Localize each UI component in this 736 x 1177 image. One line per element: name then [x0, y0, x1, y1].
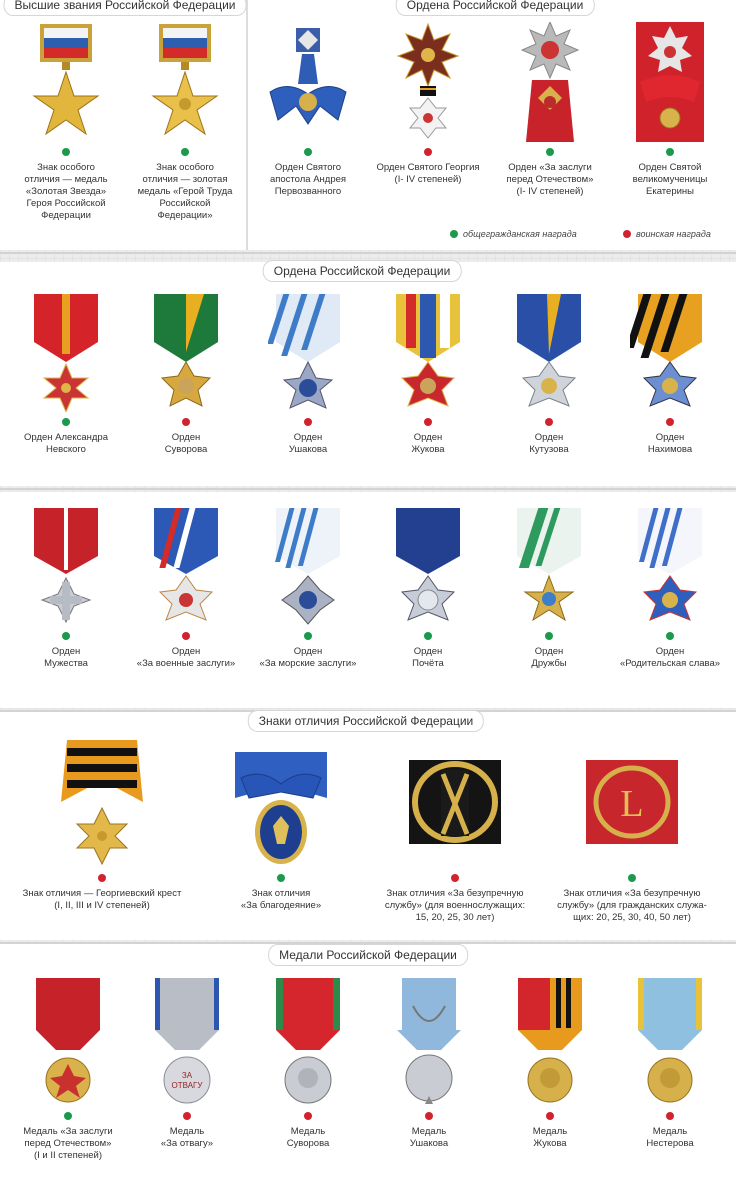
suvorov-order-image — [146, 292, 226, 412]
award-caption: Орден Мужества — [44, 646, 88, 669]
award-item — [489, 506, 609, 670]
dot-civil — [304, 632, 312, 640]
dot-military — [451, 874, 459, 882]
award-item — [126, 506, 246, 670]
award-item — [248, 22, 368, 198]
st-catherine-order-image — [630, 22, 710, 142]
legend-military-dot — [623, 230, 631, 238]
section-title-orders-top: Ордена Российской Федерации — [396, 0, 595, 16]
military-merit-order-image — [146, 506, 226, 626]
award-item — [12, 738, 192, 912]
award-caption: Орден Кутузова — [529, 432, 569, 455]
dot-military — [666, 418, 674, 426]
nevsky-order-image — [26, 292, 106, 412]
dot-civil — [62, 632, 70, 640]
dot-civil — [666, 148, 674, 156]
dot-civil — [424, 632, 432, 640]
dot-military — [424, 418, 432, 426]
honour-order-image — [388, 506, 468, 626]
dot-civil — [628, 874, 636, 882]
award-item — [610, 22, 730, 198]
dot-military — [545, 418, 553, 426]
ushakov-order-image — [268, 292, 348, 412]
st-andrew-order-image — [268, 22, 348, 142]
military-service-badge-image — [407, 758, 503, 868]
dot-military — [546, 1112, 554, 1120]
award-caption: Орден Жукова — [411, 432, 445, 455]
bravery-medal-image — [147, 976, 227, 1106]
award-item — [6, 22, 126, 222]
award-item — [489, 292, 609, 456]
award-caption: Орден Святого Георгия (I- IV степеней) — [376, 162, 480, 185]
dot-military — [304, 1112, 312, 1120]
award-caption: Орден Святой великомученицы Екатерины — [632, 162, 708, 197]
award-caption: Знак особого отличия — медаль «Золотая Звезда» Героя Российской Федерации — [24, 162, 108, 221]
friendship-order-image — [509, 506, 589, 626]
award-item — [610, 976, 730, 1150]
award-caption: Орден Святого апостола Андрея Первозванного — [269, 162, 347, 197]
bravery-medal-inscription: ОТВАГУ — [171, 1081, 203, 1090]
award-caption: Орден «За военные заслуги» — [136, 646, 236, 669]
award-caption: Орден Суворова — [164, 432, 208, 455]
award-caption: Знак отличия «За благодеяние» — [240, 888, 322, 911]
dot-military — [304, 418, 312, 426]
dot-military — [98, 874, 106, 882]
award-caption: Орден «За заслуги перед Отечеством» (I- IV степеней) — [506, 162, 594, 197]
dot-civil — [64, 1112, 72, 1120]
award-item — [126, 292, 246, 456]
legend-civil-label: общегражданская награда — [463, 229, 577, 239]
award-caption: Медаль Суворова — [286, 1126, 330, 1149]
award-item — [201, 748, 361, 912]
award-item — [368, 22, 488, 186]
award-item — [368, 292, 488, 456]
nesterov-medal-image — [630, 976, 710, 1106]
dot-civil — [546, 148, 554, 156]
award-caption: Медаль «За отвагу» — [160, 1126, 214, 1149]
dot-civil — [304, 148, 312, 156]
courage-order-image — [26, 506, 106, 626]
labour-hero-medal-image — [145, 22, 225, 142]
award-caption: Орден «Родительская слава» — [619, 646, 721, 669]
merit-fatherland-medal-image — [28, 976, 108, 1106]
section-title-distinctions: Знаки отличия Российской Федерации — [248, 710, 484, 732]
dot-civil — [545, 632, 553, 640]
legend-military-label: воинская награда — [636, 229, 711, 239]
award-item — [127, 976, 247, 1150]
award-item — [368, 506, 488, 670]
award-caption: Медаль Нестерова — [646, 1126, 694, 1149]
award-caption: Знак отличия «За безупречную службу» (для военнослужащих: 15, 20, 25, 30 лет) — [384, 888, 526, 923]
award-item — [125, 22, 245, 222]
award-item — [248, 292, 368, 456]
dot-military — [182, 632, 190, 640]
section-title-orders: Ордена Российской Федерации — [263, 260, 462, 282]
dot-civil — [62, 418, 70, 426]
charity-badge-image — [231, 748, 331, 868]
section-title-medals: Медали Российской Федерации — [268, 944, 468, 966]
naval-merit-order-image — [268, 506, 348, 626]
dot-civil — [181, 148, 189, 156]
ushakov-medal-image — [389, 976, 469, 1106]
award-caption: Орден Александра Невского — [24, 432, 108, 455]
award-caption: Медаль «За заслуги перед Отечеством» (I и II степеней) — [23, 1126, 113, 1161]
award-caption: Орден Почёта — [412, 646, 444, 669]
award-caption: Знак особого отличия — золотая медаль «Герой Труда Российской Федерации» — [137, 162, 233, 221]
suvorov-medal-image — [268, 976, 348, 1106]
bravery-medal-inscription: ЗА — [181, 1071, 193, 1080]
award-item — [547, 758, 717, 924]
award-item — [490, 22, 610, 198]
st-george-order-image — [388, 22, 468, 142]
legend-civil — [450, 229, 577, 239]
dot-military — [182, 418, 190, 426]
award-caption: Орден Дружбы — [531, 646, 567, 669]
dot-military — [425, 1112, 433, 1120]
dot-civil — [62, 148, 70, 156]
award-caption: Орден «За морские заслуги» — [259, 646, 357, 669]
award-caption: Медаль Жукова — [532, 1126, 568, 1149]
legend-military — [623, 229, 711, 239]
legend-civil-dot — [450, 230, 458, 238]
award-item — [490, 976, 610, 1150]
award-item — [6, 506, 126, 670]
dot-military — [666, 1112, 674, 1120]
award-caption: Знак отличия «За безупречную службу» (для гражданских служа- щих: 20, 25, 30, 40, 50 лет) — [557, 888, 707, 923]
section-title-highest-ranks: Высшие звания Российской Федерации — [3, 0, 246, 16]
nakhimov-order-image — [630, 292, 710, 412]
hero-star-medal-image — [26, 22, 106, 142]
civil-service-badge-image — [584, 758, 680, 868]
dot-military — [183, 1112, 191, 1120]
dot-civil — [666, 632, 674, 640]
kutuzov-order-image — [509, 292, 589, 412]
award-item — [369, 976, 489, 1150]
award-caption: Медаль Ушакова — [409, 1126, 449, 1149]
zhukov-order-image — [388, 292, 468, 412]
st-george-cross-image — [57, 738, 147, 868]
merit-fatherland-order-image — [510, 22, 590, 142]
dot-civil — [277, 874, 285, 882]
zhukov-medal-image — [510, 976, 590, 1106]
award-caption: Орден Ушакова — [288, 432, 328, 455]
award-item — [248, 506, 368, 670]
award-item — [8, 976, 128, 1162]
award-item — [610, 292, 730, 456]
award-item — [248, 976, 368, 1150]
dot-military — [424, 148, 432, 156]
award-caption: Орден Нахимова — [647, 432, 693, 455]
award-item — [610, 506, 730, 670]
award-item — [370, 758, 540, 924]
award-item — [6, 292, 126, 456]
parental-glory-order-image — [630, 506, 710, 626]
award-caption: Знак отличия — Георгиевский крест (I, II, III и IV степеней) — [22, 888, 182, 911]
civil-service-badge-letter: L — [620, 783, 644, 825]
